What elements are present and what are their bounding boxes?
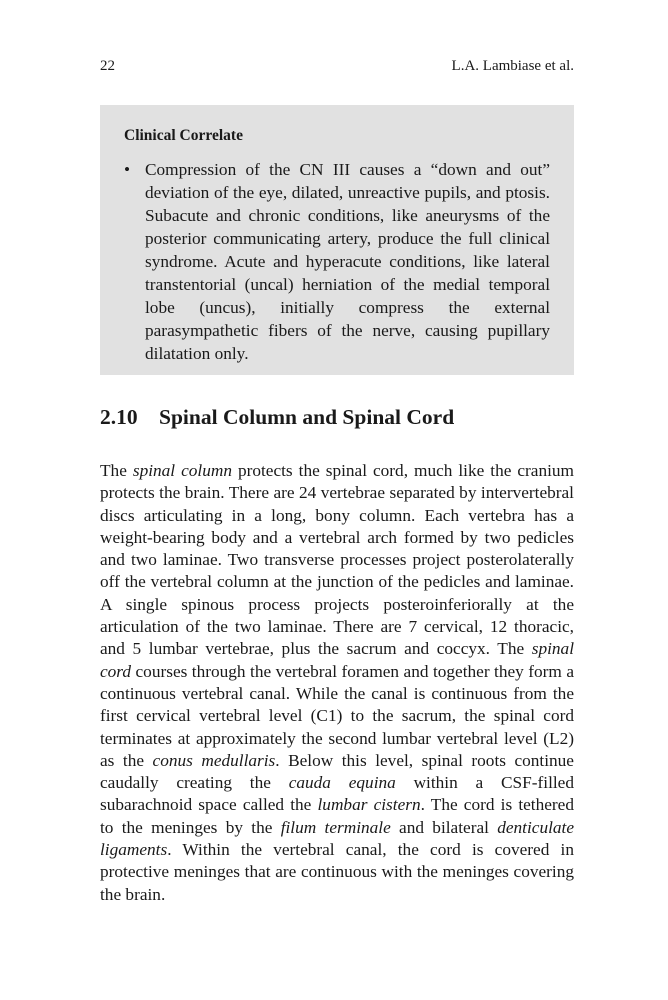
section-title: Spinal Column and Spinal Cord [159,405,455,429]
running-head [100,58,574,75]
callout-bullet: • Compression of the CN III causes a “down and out” deviation of the eye, dilated, unreactive pupils, and ptosis. Subacute and chronic conditions, like aneurysms of the posterior communicating artery, produce the full clinical syndrome. Acute and hyperacute conditions, like lateral transtentorial (uncal) herniation of the medial temporal lobe (uncus), initially compress the external parasympathetic fibers of the nerve, causing pupillary dilatation only. [124,158,550,365]
body-text-run: courses through the vertebral foramen and together they form a continuous vertebral canal. While the canal is continuous from the first cervical vertebral level (C1) to the sacrum, the spinal cord terminates at approximately the second lumbar vertebral level (L2) as the [100,661,574,770]
term-spinal-cord: spinal cord [100,639,574,681]
body-text-run: The [100,461,133,480]
callout-bullet-list [124,158,550,365]
body-text-run: . Below this level, spinal roots continue caudally creating the [100,750,574,793]
body-text-run: . The cord is tethered to the meninges by the [100,795,574,837]
section-heading [100,405,574,430]
section-number: 2.10 [100,405,138,429]
body-text-run: . Within the vertebral canal, the cord is covered in protective meninges that are continuous with the meninges covering the brain. [100,840,574,904]
term-denticulate-ligaments: denticulate ligaments [100,817,574,860]
term-conus-medullaris: conus medullaris [152,750,276,770]
body-text-run: and bilateral [390,817,498,837]
term-filum-terminale: filum terminale [280,817,391,837]
clinical-correlate-box [100,105,574,375]
body-text-run: protects the spinal cord, much like the cranium protects the brain. There are 24 vertebrae separated by intervertebral discs articulating in a long, bony column. Each vertebra has a weight-bearing body and a vertebral arch formed by two pedicles and two laminae. Two transverse processes project posterolaterally off the vertebral column at the junction of the pedicles and laminae. A single spinous process projects posteroinferiorally at the articulation of the two laminae. There are 7 cervical, 12 thoracic, and 5 lumbar vertebrae, plus the sacrum and coccyx. The [100,461,574,659]
callout-title: Clinical Correlate [124,127,243,144]
body-paragraph [100,460,574,906]
term-spinal-column: spinal column [132,461,232,480]
term-cauda-equina: cauda equina [288,773,396,793]
running-author: L.A. Lambiase et al. [451,58,574,74]
page-number: 22 [100,58,115,74]
body-text-run: within a CSF-filled subarachnoid space called the [100,773,574,815]
term-lumbar-cistern: lumbar cistern [317,795,421,815]
